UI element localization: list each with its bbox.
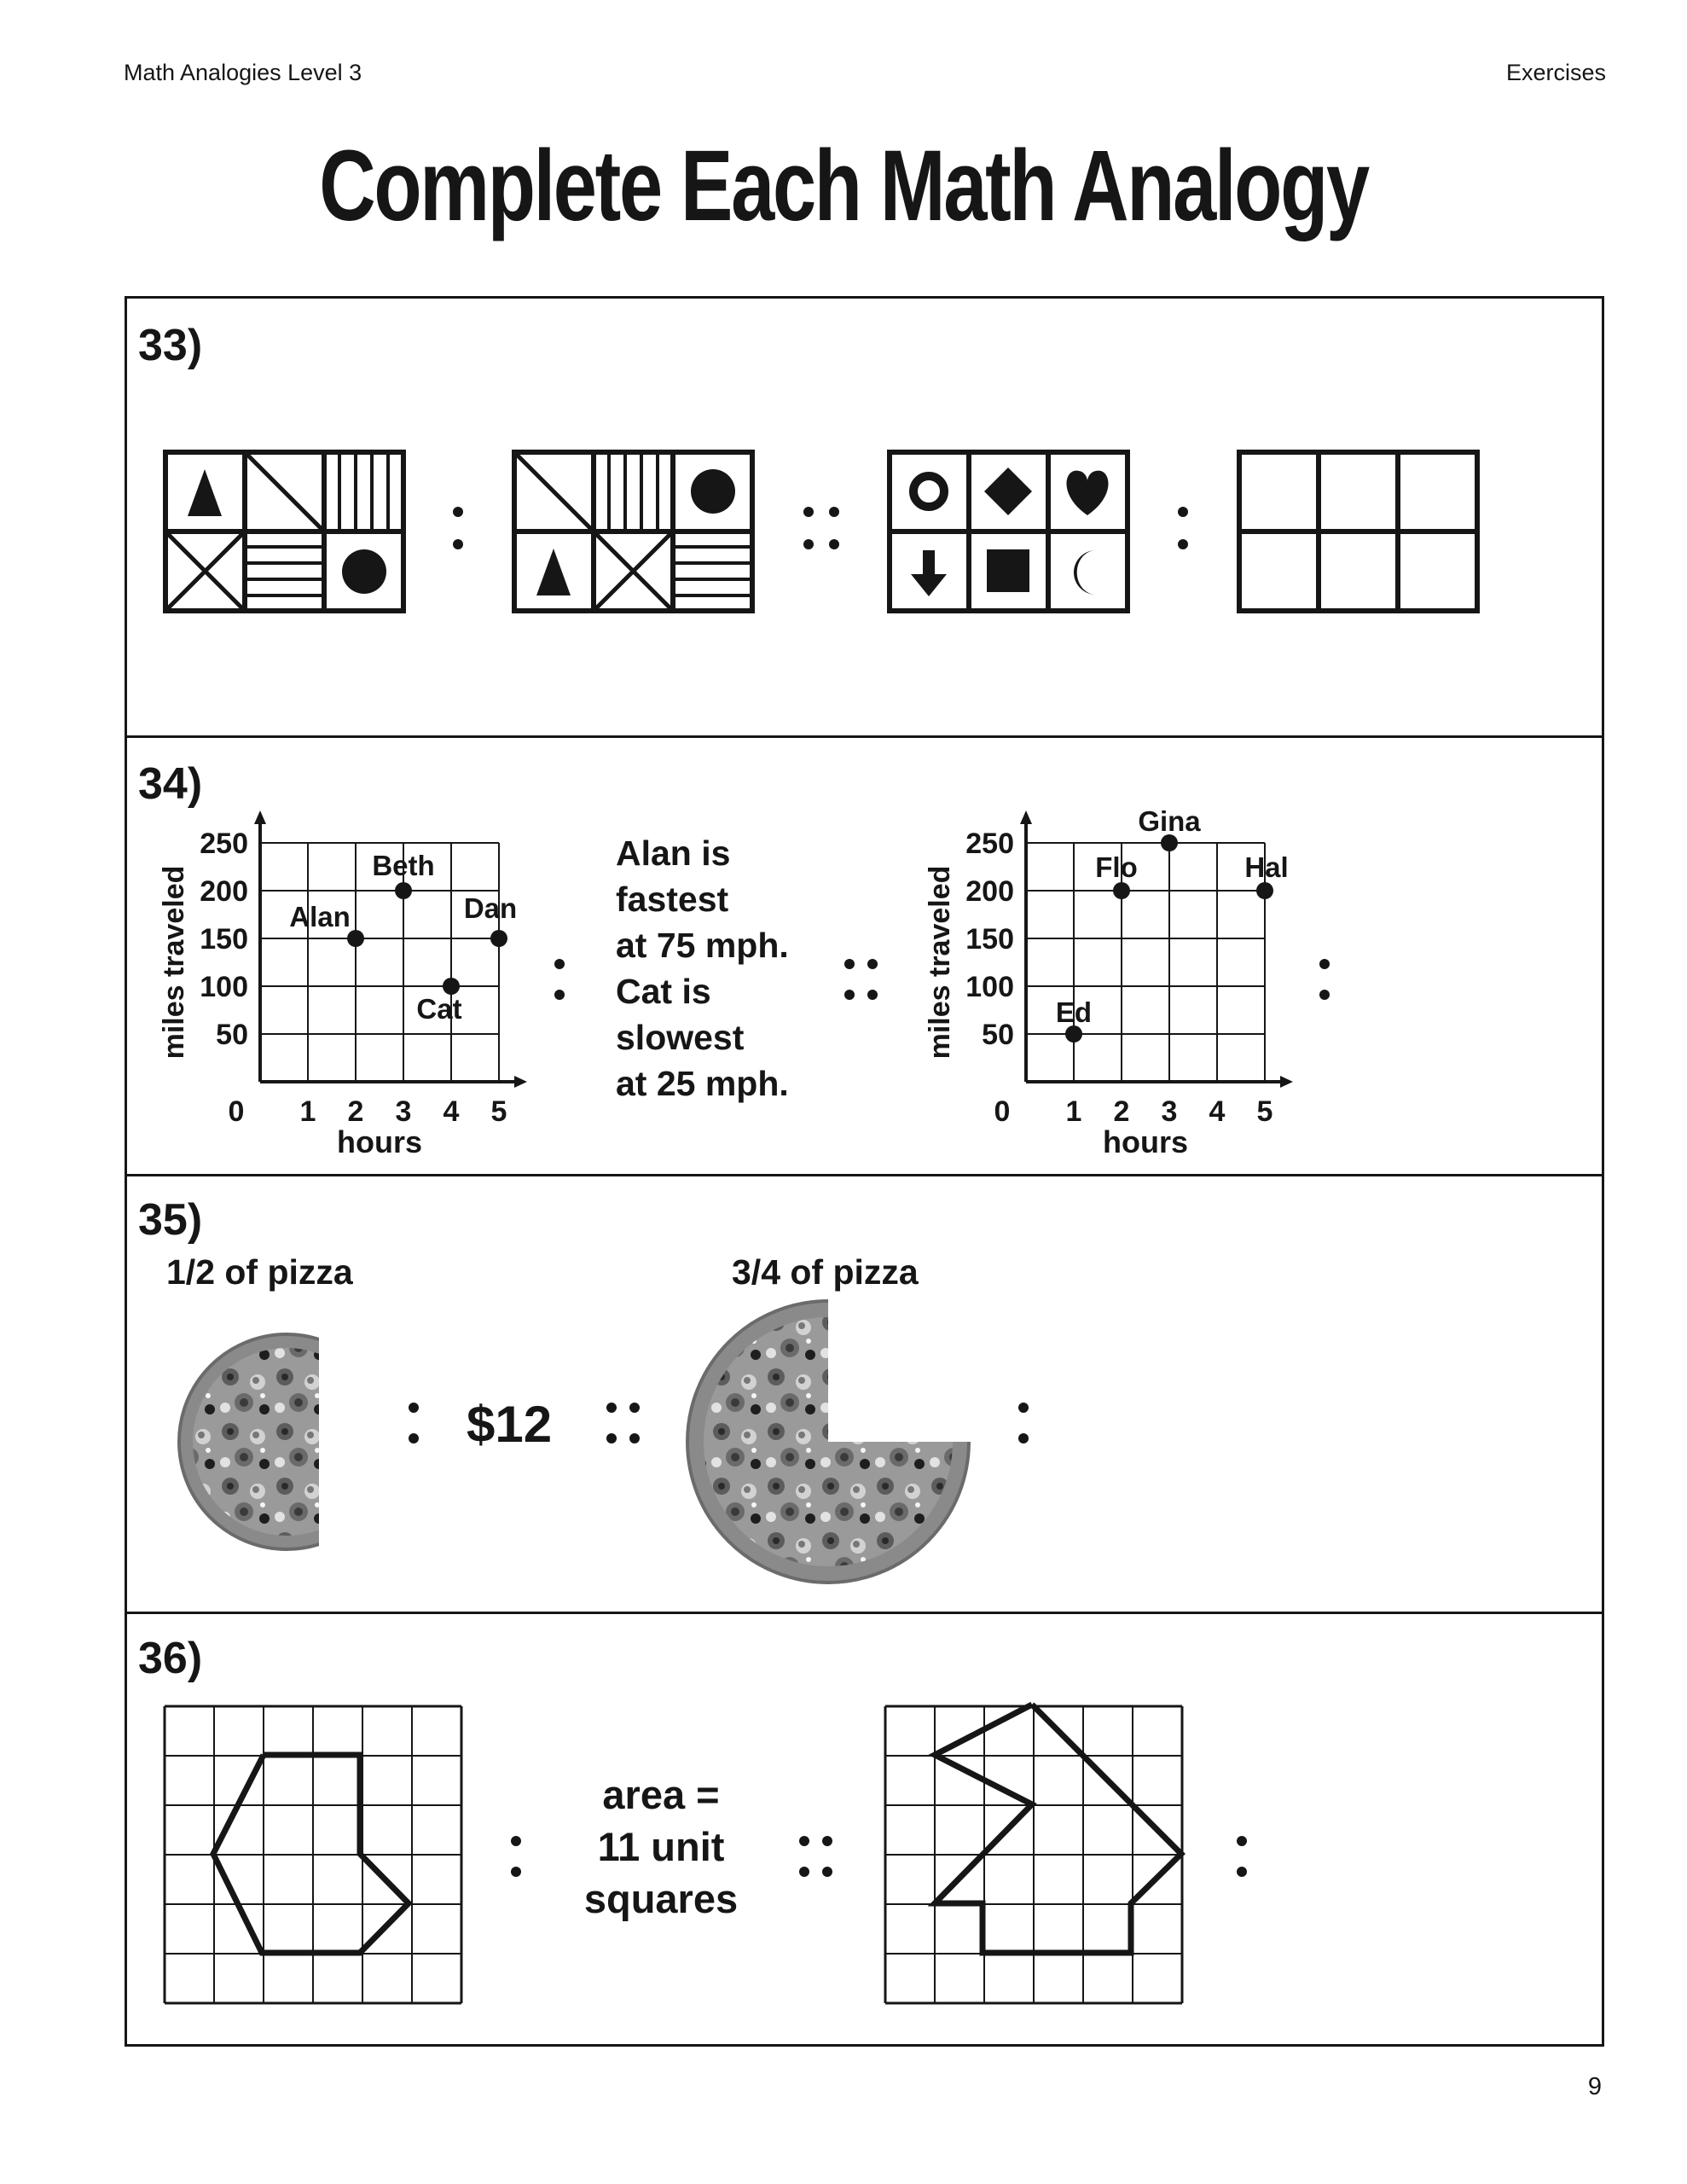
ratio-colon-q34-2 [1319, 959, 1330, 1000]
y-tick-label: 100 [200, 971, 248, 1003]
data-point [443, 978, 460, 995]
origin-label: 0 [228, 1095, 245, 1128]
vertical-lines-icon [339, 452, 388, 531]
proportion-symbol-q36 [799, 1836, 832, 1877]
x-axis-label: hours [1102, 1124, 1189, 1159]
q36-statement-line: 11 unit [597, 1824, 725, 1869]
question-34-number: 34) [138, 759, 203, 809]
heart-icon [1066, 471, 1108, 515]
proportion-symbol-q35 [606, 1403, 640, 1443]
x-tick-label: 1 [299, 1095, 316, 1128]
page-title: Complete Each Math Analogy [319, 130, 1368, 242]
data-point-label: Alan [289, 901, 351, 932]
y-tick-label: 200 [200, 875, 248, 908]
ratio-colon-q36-2 [1237, 1836, 1247, 1877]
data-point-label: Dan [463, 892, 518, 924]
data-point-label: Cat [416, 993, 462, 1025]
y-axis-arrow-icon [1020, 810, 1032, 824]
data-point-label: Ed [1055, 996, 1093, 1028]
q36-statement [554, 1769, 768, 1925]
diamond-icon [984, 468, 1032, 515]
q33-grid-3 [890, 452, 1128, 611]
y-axis-label: miles traveled [924, 865, 956, 1060]
circle-icon [691, 469, 735, 514]
ratio-colon-q35-1 [409, 1403, 419, 1443]
q33-grid-4-answer[interactable] [1239, 452, 1477, 611]
triangle-icon [188, 469, 222, 516]
q34-statement-line: at 25 mph. [616, 1064, 789, 1103]
x-axis-arrow-icon [1280, 1076, 1293, 1088]
q33-grid-1 [165, 452, 403, 611]
data-point-label: Hal [1244, 851, 1289, 883]
q34-statement-line: at 75 mph. [616, 926, 789, 965]
x-tick-label: 2 [1113, 1095, 1130, 1128]
horizontal-lines-icon [245, 547, 324, 595]
y-tick-label: 50 [982, 1019, 1014, 1051]
data-point [490, 930, 507, 947]
x-tick-label: 4 [443, 1095, 460, 1128]
q34-statement-line: fastest [616, 880, 729, 919]
pizza-2-label: 3/4 of pizza [732, 1252, 919, 1292]
q34-statement-line: Alan is [616, 834, 731, 873]
ratio-colon-q33-1 [453, 507, 463, 549]
x-axis-label: hours [336, 1124, 423, 1159]
pizza-1-label: 1/2 of pizza [166, 1252, 353, 1292]
circle-icon [342, 549, 386, 594]
question-33-number: 33) [138, 321, 203, 370]
diagonal-lines-icon [245, 452, 324, 531]
ratio-colon-q36-1 [511, 1836, 521, 1877]
proportion-symbol-q34 [844, 959, 878, 1000]
data-point [1065, 1025, 1082, 1043]
ring-icon [913, 476, 944, 507]
down-arrow-icon [911, 550, 947, 596]
q34-statement [616, 830, 789, 1107]
data-point-label: Beth [372, 850, 435, 881]
q34-statement-line: slowest [616, 1018, 745, 1057]
q34-graph-2 [924, 805, 1293, 1159]
y-tick-label: 200 [965, 875, 1014, 908]
data-point [1256, 882, 1273, 899]
data-point [395, 882, 412, 899]
square-icon [987, 549, 1029, 592]
pizza-half [179, 1334, 394, 1549]
y-tick-label: 250 [200, 828, 248, 860]
proportion-symbol-q33 [803, 507, 839, 549]
q36-grid-2 [885, 1706, 1182, 2003]
ratio-colon-q33-2 [1178, 507, 1188, 549]
data-point [347, 930, 364, 947]
x-tick-label: 5 [490, 1095, 507, 1128]
question-35-number: 35) [138, 1195, 203, 1245]
y-tick-label: 50 [216, 1019, 248, 1051]
q33-grid-2 [514, 452, 752, 611]
y-tick-label: 100 [965, 971, 1014, 1003]
y-axis-label: miles traveled [158, 865, 190, 1060]
data-point [1113, 882, 1130, 899]
data-point [1161, 834, 1178, 851]
data-point-label: Gina [1138, 805, 1201, 837]
page-number: 9 [1587, 2073, 1602, 2100]
x-tick-label: 2 [347, 1095, 364, 1128]
data-point-label: Flo [1095, 851, 1138, 883]
x-tick-label: 3 [1161, 1095, 1178, 1128]
x-cross-icon [594, 531, 673, 611]
x-tick-label: 3 [395, 1095, 412, 1128]
x-tick-label: 1 [1065, 1095, 1082, 1128]
question-36-number: 36) [138, 1634, 203, 1683]
pizza-three-quarters [687, 1301, 969, 1583]
header-section: Exercises [1505, 60, 1606, 85]
q36-statement-line: area = [602, 1772, 720, 1817]
header-series: Math Analogies Level 3 [124, 60, 362, 85]
diagonal-lines-icon [514, 452, 594, 531]
x-tick-label: 5 [1256, 1095, 1273, 1128]
pizza-price: $12 [467, 1396, 553, 1453]
vertical-lines-icon [609, 452, 658, 531]
x-axis-arrow-icon [514, 1076, 527, 1088]
y-tick-label: 250 [965, 828, 1014, 860]
y-tick-label: 150 [200, 923, 248, 956]
y-axis-arrow-icon [254, 810, 266, 824]
triangle-icon [536, 549, 571, 595]
q34-graph-1 [158, 810, 527, 1159]
ratio-colon-q35-2 [1018, 1403, 1029, 1443]
q36-grid-1 [165, 1706, 461, 2003]
ratio-colon-q34-1 [554, 959, 565, 1000]
crescent-icon [1074, 550, 1096, 595]
q34-statement-line: Cat is [616, 972, 711, 1011]
x-tick-label: 4 [1209, 1095, 1226, 1128]
origin-label: 0 [994, 1095, 1011, 1128]
q36-statement-line: squares [583, 1876, 739, 1921]
x-cross-icon [165, 531, 245, 611]
horizontal-lines-icon [673, 547, 752, 595]
q36-shape-2 [935, 1705, 1181, 1953]
y-tick-label: 150 [965, 923, 1014, 956]
